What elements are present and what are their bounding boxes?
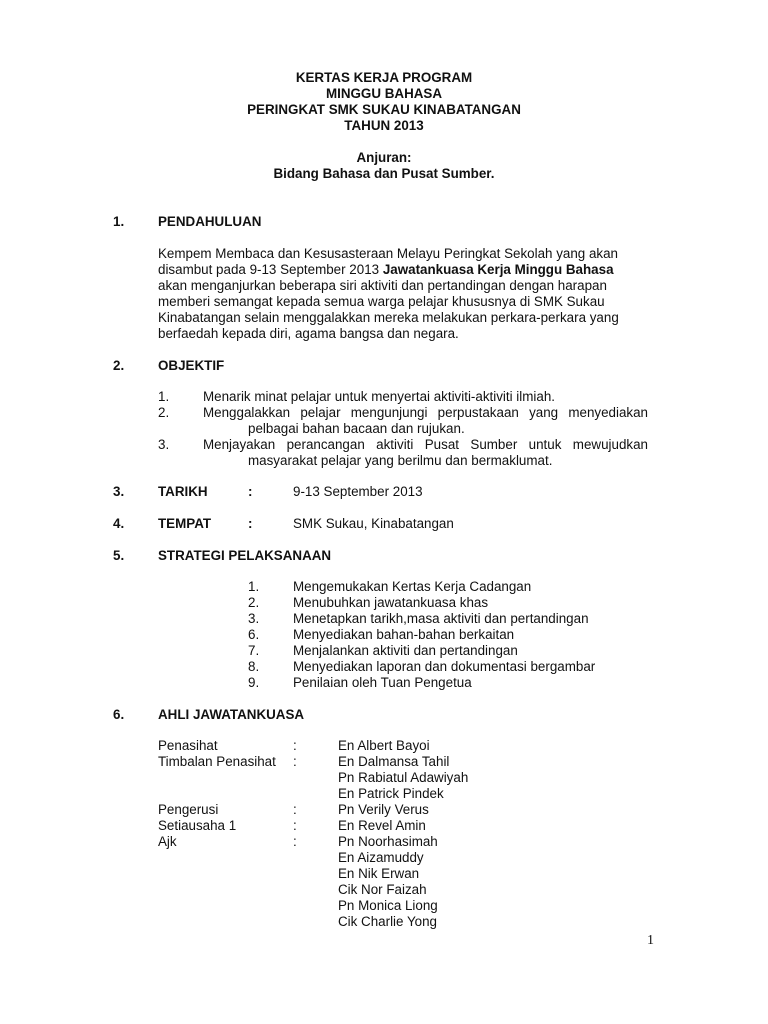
section-3-number: 3. xyxy=(113,484,125,499)
strategy-number: 6. xyxy=(248,627,260,642)
para-line: akan menganjurkan beberapa siri aktiviti dan pertandingan dengan harapan xyxy=(158,278,607,293)
tempat-value: SMK Sukau, Kinabatangan xyxy=(293,516,454,531)
strategy-number: 2. xyxy=(248,595,260,610)
section-1-title: PENDAHULUAN xyxy=(158,214,262,229)
objective-text: Menjayakan perancangan aktiviti Pusat Sumber untuk mewujudkan xyxy=(203,437,648,452)
strategy-number: 3. xyxy=(248,611,260,626)
table-row xyxy=(158,898,558,914)
committee-member: En Nik Erwan xyxy=(338,866,420,881)
page-number: 1 xyxy=(647,933,654,948)
objective-item xyxy=(158,389,648,405)
committee-role: Pengerusi xyxy=(158,802,219,817)
committee-member: Pn Noorhasimah xyxy=(338,834,438,849)
strategy-text: Menyediakan bahan-bahan berkaitan xyxy=(293,627,515,642)
committee-colon: : xyxy=(293,802,297,817)
strategy-text: Penilaian oleh Tuan Pengetua xyxy=(293,675,472,690)
section-3-colon: : xyxy=(248,484,253,499)
committee-role: Penasihat xyxy=(158,738,218,753)
table-row xyxy=(158,914,558,930)
para-line xyxy=(158,262,658,278)
strategy-number: 9. xyxy=(248,675,260,690)
section-5-title: STRATEGI PELAKSANAAN xyxy=(158,548,332,563)
committee-member: Pn Monica Liong xyxy=(338,898,438,913)
section-1-number: 1. xyxy=(113,214,125,229)
section-5-number: 5. xyxy=(113,548,125,563)
objective-number: 1. xyxy=(158,389,170,404)
objective-item xyxy=(158,437,648,469)
title-line-3: PERINGKAT SMK SUKAU KINABATANGAN xyxy=(247,102,521,117)
table-row xyxy=(158,802,558,818)
anjuran-label: Anjuran: xyxy=(356,150,412,165)
para-text: disambut pada 9-13 September 2013 xyxy=(158,262,383,277)
table-row xyxy=(158,738,558,754)
table-row xyxy=(158,786,558,802)
anjuran-value: Bidang Bahasa dan Pusat Sumber. xyxy=(273,166,495,181)
document-title-block xyxy=(0,70,768,134)
para-line: Kinabatangan selain menggalakkan mereka melakukan perkara-perkara yang xyxy=(158,310,619,325)
strategy-text: Menjalankan aktiviti dan pertandingan xyxy=(293,643,518,658)
table-row xyxy=(158,818,558,834)
objective-item xyxy=(158,405,648,437)
section-1-paragraph xyxy=(158,246,658,342)
section-4-colon: : xyxy=(248,516,253,531)
strategy-number: 8. xyxy=(248,659,260,674)
table-row xyxy=(158,850,558,866)
committee-colon: : xyxy=(293,818,297,833)
section-2-title: OBJEKTIF xyxy=(158,358,225,373)
committee-member: Cik Charlie Yong xyxy=(338,914,438,929)
committee-colon: : xyxy=(293,738,297,753)
objective-number: 3. xyxy=(158,437,170,452)
para-line: memberi semangat kepada semua warga pelajar khususnya di SMK Sukau xyxy=(158,294,605,309)
strategy-text: Menubuhkan jawatankuasa khas xyxy=(293,595,489,610)
committee-role: Ajk xyxy=(158,834,177,849)
para-line: Kempem Membaca dan Kesusasteraan Melayu Peringkat Sekolah yang akan xyxy=(158,246,619,261)
table-row xyxy=(158,866,558,882)
title-line-1: KERTAS KERJA PROGRAM xyxy=(295,70,473,85)
objective-text: Menarik minat pelajar untuk menyertai aktiviti-aktiviti ilmiah. xyxy=(203,389,556,404)
section-6-number: 6. xyxy=(113,707,125,722)
committee-name-bold: Jawatankuasa Kerja Minggu Bahasa xyxy=(382,262,614,277)
committee-member: Pn Rabiatul Adawiyah xyxy=(338,770,469,785)
section-6-title: AHLI JAWATANKUASA xyxy=(158,707,305,722)
committee-member: En Revel Amin xyxy=(338,818,426,833)
objective-text-cont: masyarakat pelajar yang berilmu dan bermaklumat. xyxy=(248,453,553,468)
section-4-title: TEMPAT xyxy=(158,516,212,531)
table-row xyxy=(158,754,558,770)
committee-member: En Patrick Pindek xyxy=(338,786,444,801)
objective-text: Menggalakkan pelajar mengunjungi perpustakaan yang menyediakan xyxy=(203,405,648,420)
strategy-text: Menyediakan laporan dan dokumentasi bergambar xyxy=(293,659,596,674)
committee-member: En Albert Bayoi xyxy=(338,738,430,753)
section-4-number: 4. xyxy=(113,516,125,531)
anjuran-block xyxy=(0,150,768,182)
table-row xyxy=(158,834,558,850)
committee-member: En Dalmansa Tahil xyxy=(338,754,450,769)
title-line-4: TAHUN 2013 xyxy=(344,118,424,133)
strategy-text: Menetapkan tarikh,masa aktiviti dan pertandingan xyxy=(293,611,589,626)
table-row xyxy=(158,882,558,898)
committee-member: En Aizamuddy xyxy=(338,850,424,865)
committee-role: Setiausaha 1 xyxy=(158,818,237,833)
strategy-number: 1. xyxy=(248,579,260,594)
section-2-number: 2. xyxy=(113,358,125,373)
section-3-title: TARIKH xyxy=(158,484,208,499)
para-line: berfaedah kepada diri, agama bangsa dan negara. xyxy=(158,326,459,341)
committee-colon: : xyxy=(293,754,297,769)
committee-colon: : xyxy=(293,834,297,849)
committee-member: Cik Nor Faizah xyxy=(338,882,427,897)
tarikh-value: 9-13 September 2013 xyxy=(293,484,423,499)
table-row xyxy=(158,770,558,786)
objective-number: 2. xyxy=(158,405,170,420)
committee-member: Pn Verily Verus xyxy=(338,802,429,817)
committee-role: Timbalan Penasihat xyxy=(158,754,276,769)
objective-list xyxy=(158,389,648,469)
title-line-2: MINGGU BAHASA xyxy=(325,86,443,101)
objective-text-cont: pelbagai bahan bacaan dan rujukan. xyxy=(248,421,465,436)
committee-list xyxy=(158,738,558,930)
strategy-number: 7. xyxy=(248,643,260,658)
strategy-text: Mengemukakan Kertas Kerja Cadangan xyxy=(293,579,532,594)
